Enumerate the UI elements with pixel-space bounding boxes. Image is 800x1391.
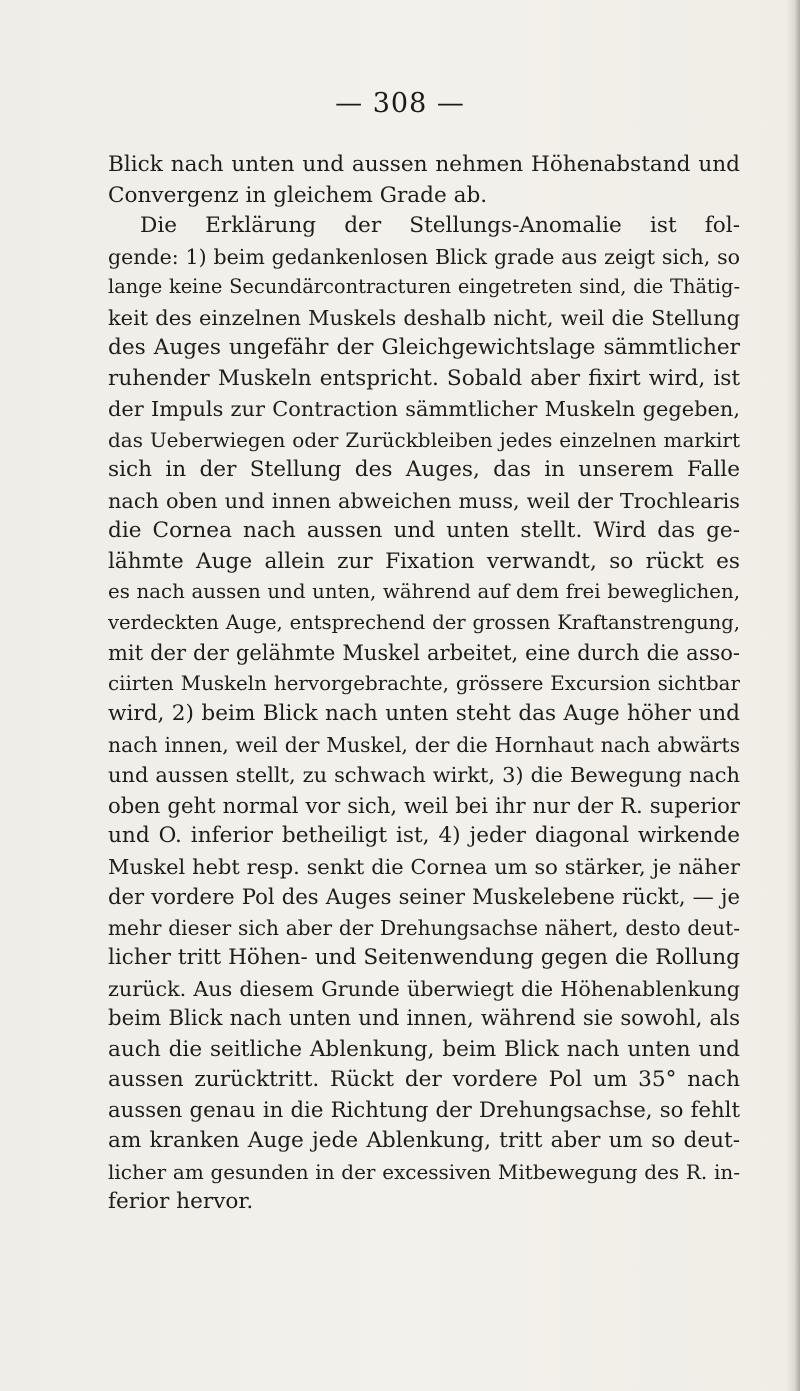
text-line: licher am gesunden in der excessiven Mitbewegung des R. in- bbox=[108, 1159, 740, 1184]
text-line: aussen genau in die Richtung der Drehungsachse, so fehlt bbox=[108, 1097, 740, 1123]
text-line: der Impuls zur Contraction sämmtlicher Muskeln gegeben, bbox=[108, 397, 740, 421]
text-line: am kranken Auge jede Ablenkung, tritt aber um so deut- bbox=[108, 1128, 740, 1153]
text-line: gende: 1) beim gedankenlosen Blick grade aus zeigt sich, so bbox=[108, 244, 740, 269]
text-line: des Auges ungefähr der Gleichgewichtslage sämmtlicher bbox=[108, 335, 740, 360]
text-line: lange keine Secundärcontracturen eingetreten sind, die Thätig- bbox=[108, 275, 740, 298]
text-line: ferior hervor. bbox=[108, 1189, 254, 1214]
text-line: Muskel hebt resp. senkt die Cornea um so stärker, je näher bbox=[108, 854, 740, 879]
page-edge-shadow bbox=[786, 0, 800, 1391]
text-line: und O. inferior betheiligt ist, 4) jeder diagonal wirkende bbox=[108, 823, 740, 848]
page-number: — 308 — bbox=[335, 88, 465, 119]
text-line: mit der der gelähmte Muskel arbeitet, eine durch die asso- bbox=[108, 641, 740, 665]
text-line: lähmte Auge allein zur Fixation verwandt, so rückt es bbox=[108, 548, 740, 574]
text-line: wird, 2) beim Blick nach unten steht das Auge höher und bbox=[108, 701, 740, 726]
text-line: zurück. Aus diesem Grunde überwiegt die Höhenablenkung bbox=[108, 976, 740, 1001]
text-line: das Ueberwiegen oder Zurückbleiben jedes einzelnen markirt bbox=[108, 427, 740, 452]
text-line: verdeckten Auge, entsprechend der grossen Kraftanstrengung, bbox=[108, 610, 740, 634]
body-text bbox=[108, 150, 740, 1218]
text-line: mehr dieser sich aber der Drehungsachse nähert, desto deut- bbox=[108, 915, 740, 940]
text-line: beim Blick nach unten und innen, während sie sowohl, als bbox=[108, 1006, 740, 1031]
text-line: ciirten Muskeln hervorgebrachte, grössere Excursion sichtbar bbox=[108, 671, 740, 695]
text-line: licher tritt Höhen- und Seitenwendung gegen die Rollung bbox=[108, 945, 740, 970]
text-line: der vordere Pol des Auges seiner Muskelebene rückt, — je bbox=[108, 884, 740, 909]
text-line: keit des einzelnen Muskels deshalb nicht, weil die Stellung bbox=[108, 305, 740, 330]
text-line: ruhender Muskeln entspricht. Sobald aber fixirt wird, ist bbox=[108, 365, 740, 391]
text-line: nach innen, weil der Muskel, der die Hornhaut nach abwärts bbox=[108, 732, 740, 757]
text-line: auch die seitliche Ablenkung, beim Blick nach unten und bbox=[108, 1036, 740, 1062]
text-line: nach oben und innen abweichen muss, weil der Trochlearis bbox=[108, 488, 740, 513]
text-line: oben geht normal vor sich, weil bei ihr nur der R. superior bbox=[108, 792, 740, 818]
text-line: Die Erklärung der Stellungs-Anomalie ist fol- bbox=[140, 213, 740, 238]
text-line: und aussen stellt, zu schwach wirkt, 3) die Bewegung nach bbox=[108, 763, 740, 787]
text-line: Blick nach unten und aussen nehmen Höhenabstand und bbox=[108, 152, 740, 177]
text-line: aussen zurücktritt. Rückt der vordere Pol um 35° nach bbox=[108, 1067, 740, 1092]
text-line: es nach aussen und unten, während auf dem frei beweglichen, bbox=[108, 580, 740, 603]
text-line: die Cornea nach aussen und unten stellt. Wird das ge- bbox=[108, 518, 740, 543]
text-line: sich in der Stellung des Auges, das in unserem Falle bbox=[108, 457, 740, 482]
text-line: Convergenz in gleichem Grade ab. bbox=[108, 182, 488, 208]
